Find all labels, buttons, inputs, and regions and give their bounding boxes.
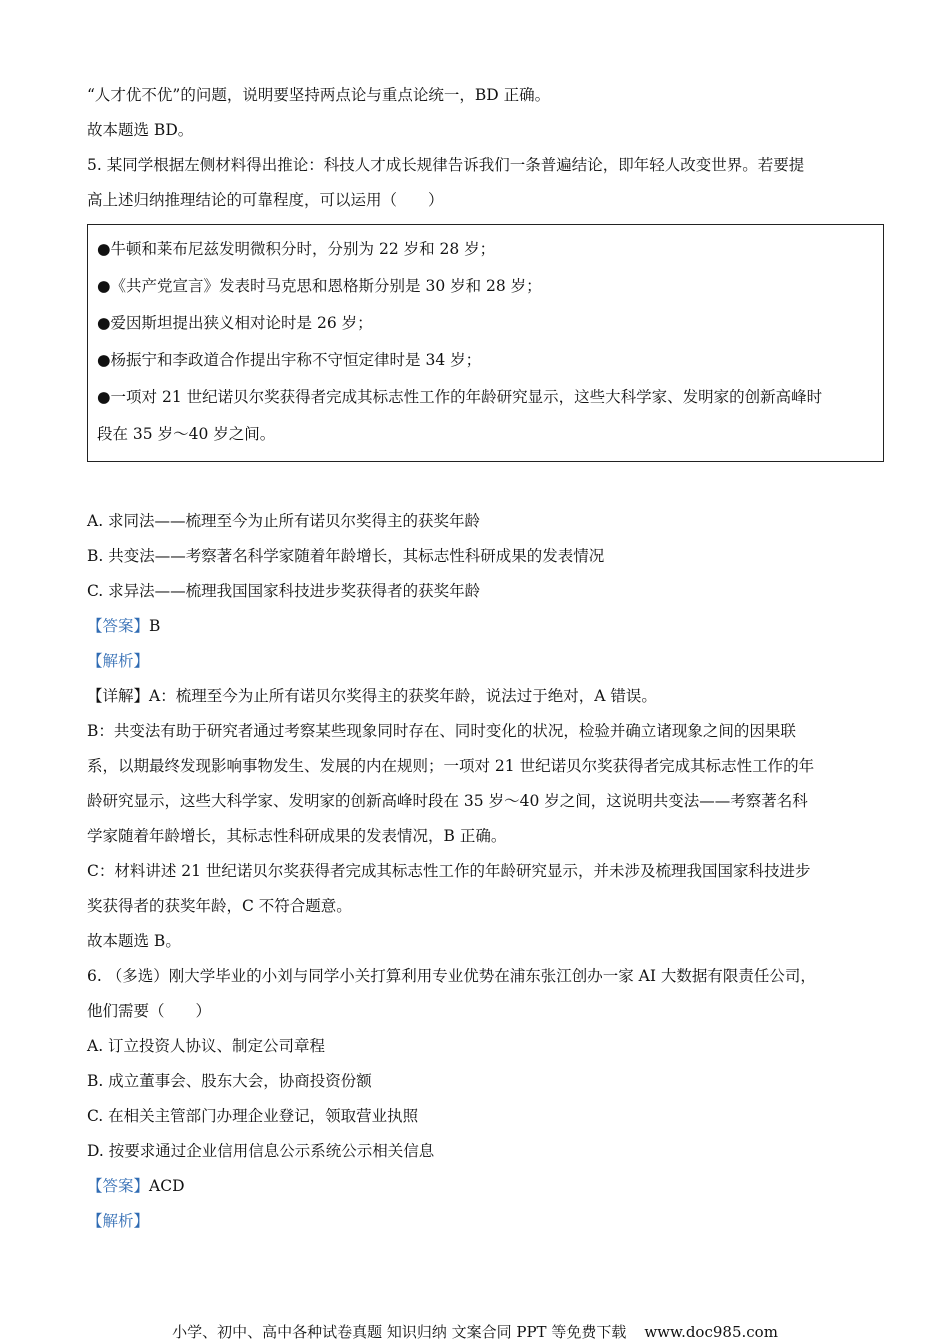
detail-line: 奖获得者的获奖年龄，C 不符合题意。 <box>87 897 352 915</box>
detail-line: 故本题选 B。 <box>87 932 181 950</box>
option-d: D. 按要求通过企业信用信息公示系统公示相关信息 <box>87 1142 435 1160</box>
footer-text: 小学、初中、高中各种试卷真题 知识归纳 文案合同 PPT 等免费下载 <box>172 1323 627 1341</box>
option-b: B. 成立董事会、股东大会，协商投资份额 <box>87 1072 372 1090</box>
detail-line: 系，以期最终发现影响事物发生、发展的内在规则；一项对 21 世纪诺贝尔奖获得者完成其标志性工作的年 <box>87 757 815 775</box>
material-box <box>87 224 884 462</box>
option-c: C. 求异法——梳理我国国家科技进步奖获得者的获奖年龄 <box>87 582 481 600</box>
answer-value: B <box>149 617 161 635</box>
text-line: 故本题选 BD。 <box>87 121 194 139</box>
answer-value: ACD <box>149 1177 185 1195</box>
question-6-stem: 6. （多选）刚大学毕业的小刘与同学小关打算利用专业优势在浦东张江创办一家 AI 大数据有限责任公司， <box>87 967 816 985</box>
option-c: C. 在相关主管部门办理企业登记，领取营业执照 <box>87 1107 419 1125</box>
material-item: ●《共产党宣言》发表时马克思和恩格斯分别是 30 岁和 28 岁； <box>97 277 542 295</box>
material-item: 段在 35 岁～40 岁之间。 <box>97 425 276 443</box>
material-item: ●一项对 21 世纪诺贝尔奖获得者完成其标志性工作的年龄研究显示，这些大科学家、发明家的创新高峰时 <box>97 388 823 406</box>
question-5-stem: 5. 某同学根据左侧材料得出推论：科技人才成长规律告诉我们一条普遍结论，即年轻人改变世界。若要提 <box>87 156 805 174</box>
analysis-tag: 【解析】 <box>87 652 150 670</box>
answer-tag: 【答案】 <box>87 1177 150 1195</box>
material-item: ●杨振宁和李政道合作提出宇称不守恒定律时是 34 岁； <box>97 351 482 369</box>
text-line: “人才优不优”的问题，说明要坚持两点论与重点论统一，BD 正确。 <box>87 86 551 104</box>
detail-line: 学家随着年龄增长，其标志性科研成果的发表情况，B 正确。 <box>87 827 507 845</box>
option-a: A. 求同法——梳理至今为止所有诺贝尔奖得主的获奖年龄 <box>87 512 481 530</box>
analysis-line <box>87 1204 887 1239</box>
detail-line: 龄研究显示，这些大科学家、发明家的创新高峰时段在 35 岁～40 岁之间，这说明共变法——考察著名科 <box>87 792 808 810</box>
question-6-stem: 他们需要（ ） <box>87 1002 212 1020</box>
answer-line <box>87 1169 887 1204</box>
detail-line <box>87 679 887 714</box>
material-item: ●爱因斯坦提出狭义相对论时是 26 岁； <box>97 314 373 332</box>
question-5-stem: 高上述归纳推理结论的可靠程度，可以运用（ ） <box>87 191 444 209</box>
option-a: A. 订立投资人协议、制定公司章程 <box>87 1037 326 1055</box>
document-page <box>87 78 887 1239</box>
analysis-line <box>87 644 887 679</box>
answer-tag: 【答案】 <box>87 617 150 635</box>
detail-tag: 【详解】 <box>87 687 150 705</box>
detail-line: B：共变法有助于研究者通过考察某些现象同时存在、同时变化的状况，检验并确立诸现象之间的因果联 <box>87 722 796 740</box>
material-item: ●牛顿和莱布尼兹发明微积分时，分别为 22 岁和 28 岁； <box>97 240 496 258</box>
option-b: B. 共变法——考察著名科学家随着年龄增长，其标志性科研成果的发表情况 <box>87 547 605 565</box>
detail-text: A：梳理至今为止所有诺贝尔奖得主的获奖年龄，说法过于绝对，A 错误。 <box>149 687 657 705</box>
footer-url[interactable]: www.doc985.com <box>644 1323 778 1341</box>
detail-line: C：材料讲述 21 世纪诺贝尔奖获得者完成其标志性工作的年龄研究显示，并未涉及梳理我国国家科技进步 <box>87 862 811 880</box>
answer-line <box>87 609 887 644</box>
analysis-tag: 【解析】 <box>87 1212 150 1230</box>
page-footer <box>0 1321 950 1342</box>
